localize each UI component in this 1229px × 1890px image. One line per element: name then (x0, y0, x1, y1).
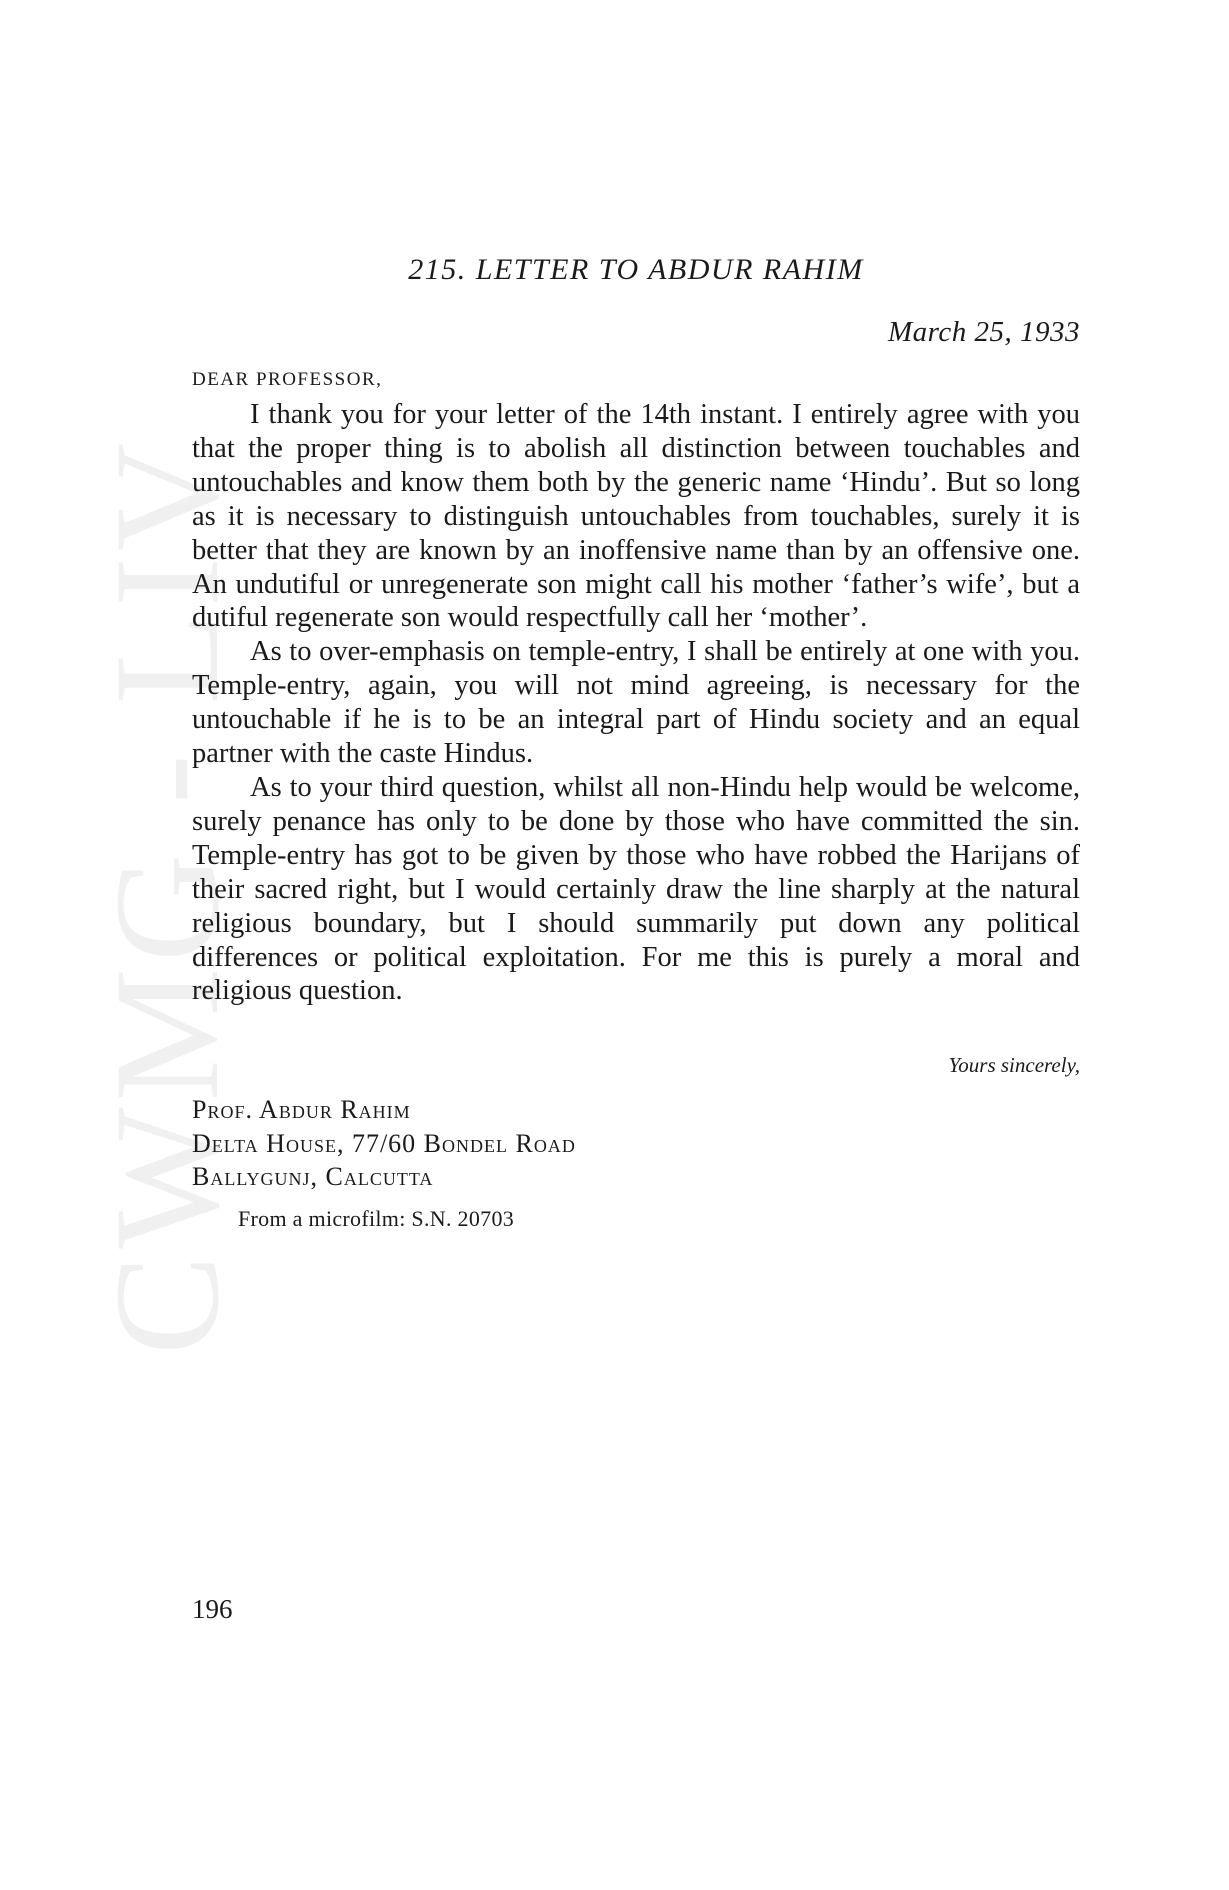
letter-body (192, 398, 1080, 1008)
address-line: Delta House, 77/60 Bondel Road (192, 1128, 576, 1158)
page-number: 196 (192, 1594, 233, 1624)
salutation: DEAR PROFESSOR, (192, 369, 383, 390)
letter-date: March 25, 1933 (888, 316, 1080, 348)
letter-heading: 215. LETTER TO ABDUR RAHIM (408, 253, 864, 286)
address-line: Prof. Abdur Rahim (192, 1095, 411, 1124)
recipient-address (192, 1093, 576, 1194)
watermark: CWMG - LIV (84, 436, 250, 1355)
source-note: From a microfilm: S.N. 20703 (238, 1206, 515, 1231)
address-line: Ballygunj, Calcutta (192, 1162, 434, 1191)
signoff: Yours sincerely, (948, 1053, 1080, 1077)
paragraph: I thank you for your letter of the 14th instant. I entirely agree with you that the proper thing is to abolish all distinction between touchables and untouchables and know them both by the generic name ‘Hindu’. But so long as it is necessary to distinguish untouchables from touchables, surely it is better that they are known by an inoffensive name than by an offensive one. An undutiful or unregenerate son might call his mother ‘father’s wife’, but a dutiful regenerate son would respectfully call her ‘mother’. (192, 399, 1080, 634)
paragraph: As to your third question, whilst all non-Hindu help would be welcome, surely penance has only to be done by those who have committed the sin. Temple-entry has got to be given by those who have robbed the Harijans of their sacred right, but I would certainly draw the line sharply at the natural religious boundary, but I should summarily put down any political differences or political exploitation. For me this is purely a moral and religious question. (192, 771, 1080, 1007)
paragraph: As to over-emphasis on temple-entry, I shall be entirely at one with you. Temple-entry, again, you will not mind agreeing, is necessary for the untouchable if he is to be an integral part of Hindu society and an equal partner with the caste Hindus. (192, 636, 1080, 770)
